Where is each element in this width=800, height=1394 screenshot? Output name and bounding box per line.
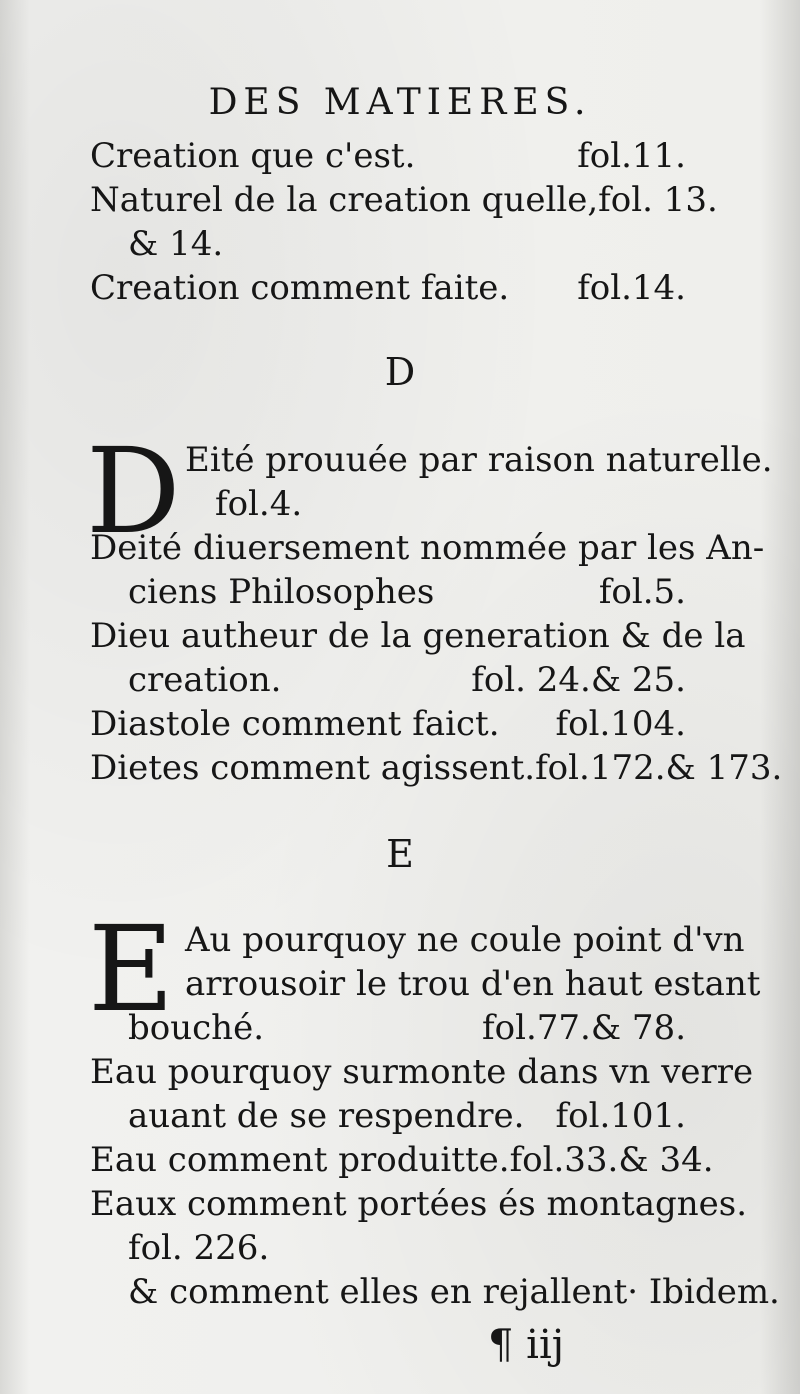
- index-entry: [90, 704, 686, 744]
- entry-text: Dietes comment agissent.: [90, 748, 536, 788]
- page-header: DES MATIERES.: [208, 82, 592, 123]
- entry-folio: fol. 13.: [598, 180, 718, 220]
- index-entry: [215, 484, 686, 524]
- entry-text: Deité diuersement nommée par les An-: [90, 528, 765, 568]
- entry-text: Au pourquoy ne coule point d'vn: [185, 920, 745, 960]
- index-entry: [185, 440, 773, 480]
- index-entry: [90, 528, 765, 568]
- index-entry: [90, 1140, 714, 1180]
- drop-cap-e: E: [88, 900, 175, 1038]
- entry-folio: fol.33.& 34.: [509, 1140, 714, 1180]
- entry-text: fol. 226.: [128, 1228, 270, 1268]
- index-entry: [90, 1184, 748, 1224]
- entry-text: auant de se respendre.: [128, 1096, 525, 1136]
- entry-text: Eau pourquoy surmonte dans vn verre: [90, 1052, 754, 1092]
- entry-folio: fol.104.: [555, 704, 686, 744]
- index-entry: [90, 1052, 754, 1092]
- entry-folio: fol.77.& 78.: [482, 1008, 686, 1048]
- entry-text: fol.4.: [215, 484, 303, 524]
- section-letter-d: D: [384, 350, 416, 394]
- entry-text: Eaux comment portées és montagnes.: [90, 1184, 748, 1224]
- index-entry: [128, 224, 686, 264]
- entry-text: & comment elles en rejallent· Ibidem.: [128, 1272, 780, 1312]
- index-entry: [90, 616, 746, 656]
- entry-text: Creation que c'est.: [90, 136, 416, 176]
- entry-text: & 14.: [128, 224, 224, 264]
- entry-text: creation.: [128, 660, 282, 700]
- section-letter-e: E: [386, 832, 414, 876]
- index-entry: [185, 920, 745, 960]
- drop-cap-d: D: [86, 422, 181, 560]
- entry-folio: fol.101.: [555, 1096, 686, 1136]
- entry-text: Naturel de la creation quelle,: [90, 180, 599, 220]
- index-entry: [128, 572, 686, 612]
- index-entry: [128, 1096, 686, 1136]
- entry-folio: fol. 24.& 25.: [471, 660, 686, 700]
- entry-folio: fol.172.& 173.: [535, 748, 783, 788]
- index-entry: [128, 1008, 686, 1048]
- entry-text: Eau comment produitte.: [90, 1140, 510, 1180]
- entry-text: Creation comment faite.: [90, 268, 510, 308]
- index-entry: [90, 180, 718, 220]
- entry-folio: fol.5.: [598, 572, 686, 612]
- index-entry: [128, 1272, 780, 1312]
- entry-text: Dieu autheur de la generation & de la: [90, 616, 746, 656]
- signature-mark: ¶ iij: [488, 1322, 565, 1368]
- index-entry: [90, 268, 686, 308]
- entry-text: bouché.: [128, 1008, 264, 1048]
- index-entry: [90, 748, 783, 788]
- entry-folio: fol.14.: [577, 268, 686, 308]
- entry-text: arrousoir le trou d'en haut estant: [185, 964, 761, 1004]
- index-entry: [90, 136, 686, 176]
- index-entry: [128, 1228, 686, 1268]
- index-entry: [128, 660, 686, 700]
- entry-folio: fol.11.: [577, 136, 686, 176]
- entry-text: Eité prouuée par raison naturelle.: [185, 440, 773, 480]
- entry-text: ciens Philosophes: [128, 572, 435, 612]
- entry-text: Diastole comment faict.: [90, 704, 500, 744]
- index-entry: [185, 964, 761, 1004]
